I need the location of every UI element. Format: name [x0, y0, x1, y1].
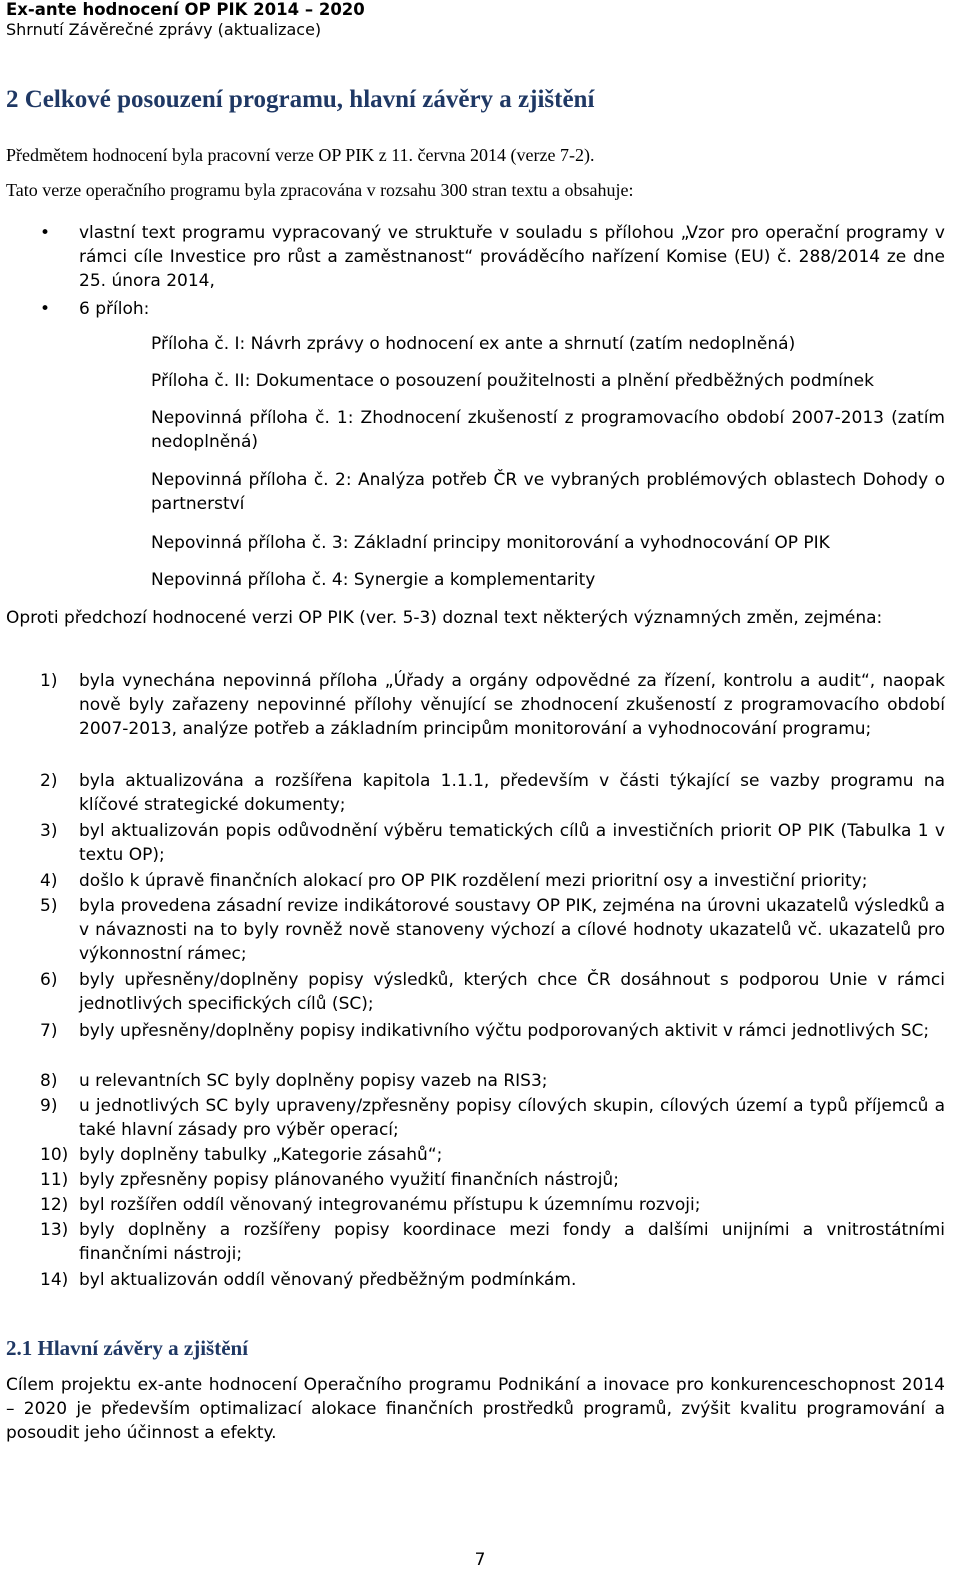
attachment-item: Nepovinná příloha č. 2: Analýza potřeb ČR ve vybraných problémových oblastech Dohody o partnerství [151, 470, 945, 514]
list-item [40, 894, 945, 966]
changes-intro: Oproti předchozí hodnocené verzi OP PIK (ver. 5-3) doznal text některých významných změn, zejména: [6, 608, 883, 628]
bullet-icon: • [40, 299, 51, 319]
list-item [40, 1218, 945, 1266]
list-number: 5) [40, 896, 58, 916]
list-item [40, 1193, 945, 1217]
list-number: 7) [40, 1021, 58, 1041]
list-number: 9) [40, 1096, 58, 1116]
subsection-heading: 2.1 Hlavní závěry a zjištění [6, 1336, 249, 1360]
list-item [40, 819, 945, 867]
list-text: byly doplněny tabulky „Kategorie zásahů“; [79, 1145, 443, 1165]
list-text: byly doplněny a rozšířeny popisy koordinace mezi fondy a dalšími unijními a vnitrostátními finančními nástroji; [79, 1220, 945, 1264]
list-number: 3) [40, 821, 58, 841]
list-number: 10) [40, 1145, 69, 1165]
list-text: byl aktualizován popis odůvodnění výběru tematických cílů a investičních priorit OP PIK (Tabulka 1 v textu OP); [79, 821, 945, 865]
list-text: byly zpřesněny popisy plánovaného využití finančních nástrojů; [79, 1170, 619, 1190]
list-number: 12) [40, 1195, 69, 1215]
bullet-item: vlastní text programu vypracovaný ve struktuře v souladu s přílohou „Vzor pro operační programy v rámci cíle Investice pro růst a zaměstnanost“ prováděcího nařízení Komise (EU) č. 288/2014 ze dne 25. února 2014, [79, 223, 945, 291]
intro-line-2: Tato verze operačního programu byla zpracována v rozsahu 300 stran textu a obsahuje: [6, 180, 634, 200]
list-text: byly upřesněny/doplněny popisy indikativního výčtu podporovaných aktivit v rámci jednotlivých SC; [79, 1021, 930, 1041]
bullet-icon: • [40, 223, 51, 243]
list-item [40, 1069, 945, 1093]
list-text: byly upřesněny/doplněny popisy výsledků, kterých chce ČR dosáhnout s podporou Unie v rámci jednotlivých specifických cílů (SC); [79, 970, 945, 1014]
bullet-item: 6 příloh: [79, 299, 150, 319]
list-text: došlo k úpravě finančních alokací pro OP PIK rozdělení mezi prioritní osy a investiční priority; [79, 871, 868, 891]
list-item [40, 1094, 945, 1142]
list-number: 1) [40, 671, 58, 691]
list-item [40, 968, 945, 1016]
attachment-item: Nepovinná příloha č. 4: Synergie a komplementarity [151, 570, 596, 590]
list-item [40, 1019, 945, 1043]
header-subtitle: Shrnutí Závěrečné zprávy (aktualizace) [6, 20, 322, 39]
list-text: byl rozšířen oddíl věnovaný integrovanému přístupu k územnímu rozvoji; [79, 1195, 701, 1215]
subsection-paragraph: Cílem projektu ex-ante hodnocení Operačního programu Podnikání a inovace pro konkurenceschopnost 2014 – 2020 je především optimalizací alokace finančních prostředků programů, zvýšit kvalitu programování a posoudit jeho účinnost a efekty. [6, 1375, 945, 1443]
header-title: Ex-ante hodnocení OP PIK 2014 – 2020 [6, 0, 365, 19]
list-text: byl aktualizován oddíl věnovaný předběžným podmínkám. [79, 1270, 577, 1290]
list-number: 11) [40, 1170, 69, 1190]
list-number: 8) [40, 1071, 58, 1091]
list-text: byla vynechána nepovinná příloha „Úřady a orgány odpovědné za řízení, kontrolu a audit“, naopak nově byly zařazeny nepovinné přílohy věnující se zhodnocení zkušeností z programovacího období 2007-2013, analýze potřeb a základním principům monitorování a vyhodnocování programu; [79, 671, 945, 739]
list-number: 6) [40, 970, 58, 990]
list-text: u relevantních SC byly doplněny popisy vazeb na RIS3; [79, 1071, 548, 1091]
list-text: byla provedena zásadní revize indikátorové soustavy OP PIK, zejména na úrovni ukazatelů výsledků a v návaznosti na to byly rovněž nově stanoveny výchozí a cílové hodnoty ukazatelů vč. ukazatelů pro výkonnostní rámec; [79, 896, 945, 964]
list-item [40, 769, 945, 817]
list-number: 4) [40, 871, 58, 891]
list-number: 13) [40, 1220, 69, 1240]
list-text: u jednotlivých SC byly upraveny/zpřesněny popisy cílových skupin, cílových území a typů příjemců a také hlavní zásady pro výběr operací; [79, 1096, 945, 1140]
attachment-item: Příloha č. I: Návrh zprávy o hodnocení ex ante a shrnutí (zatím nedoplněná) [151, 334, 796, 354]
list-text: byla aktualizována a rozšířena kapitola 1.1.1, především v části týkající se vazby programu na klíčové strategické dokumenty; [79, 771, 945, 815]
list-number: 2) [40, 771, 58, 791]
attachment-item: Nepovinná příloha č. 3: Základní principy monitorování a vyhodnocování OP PIK [151, 533, 830, 553]
list-item [40, 1143, 945, 1167]
list-number: 14) [40, 1270, 69, 1290]
list-item [40, 669, 945, 741]
section-heading: 2 Celkové posouzení programu, hlavní závěry a zjištění [6, 86, 595, 113]
attachment-item: Nepovinná příloha č. 1: Zhodnocení zkušeností z programovacího období 2007-2013 (zatím nedoplněná) [151, 408, 945, 452]
list-item [40, 1268, 945, 1292]
intro-line-1: Předmětem hodnocení byla pracovní verze OP PIK z 11. června 2014 (verze 7-2). [6, 145, 595, 165]
list-item [40, 1168, 945, 1192]
attachment-item: Příloha č. II: Dokumentace o posouzení použitelnosti a plnění předběžných podmínek [151, 371, 874, 391]
list-item [40, 869, 945, 893]
page-number: 7 [474, 1550, 486, 1570]
